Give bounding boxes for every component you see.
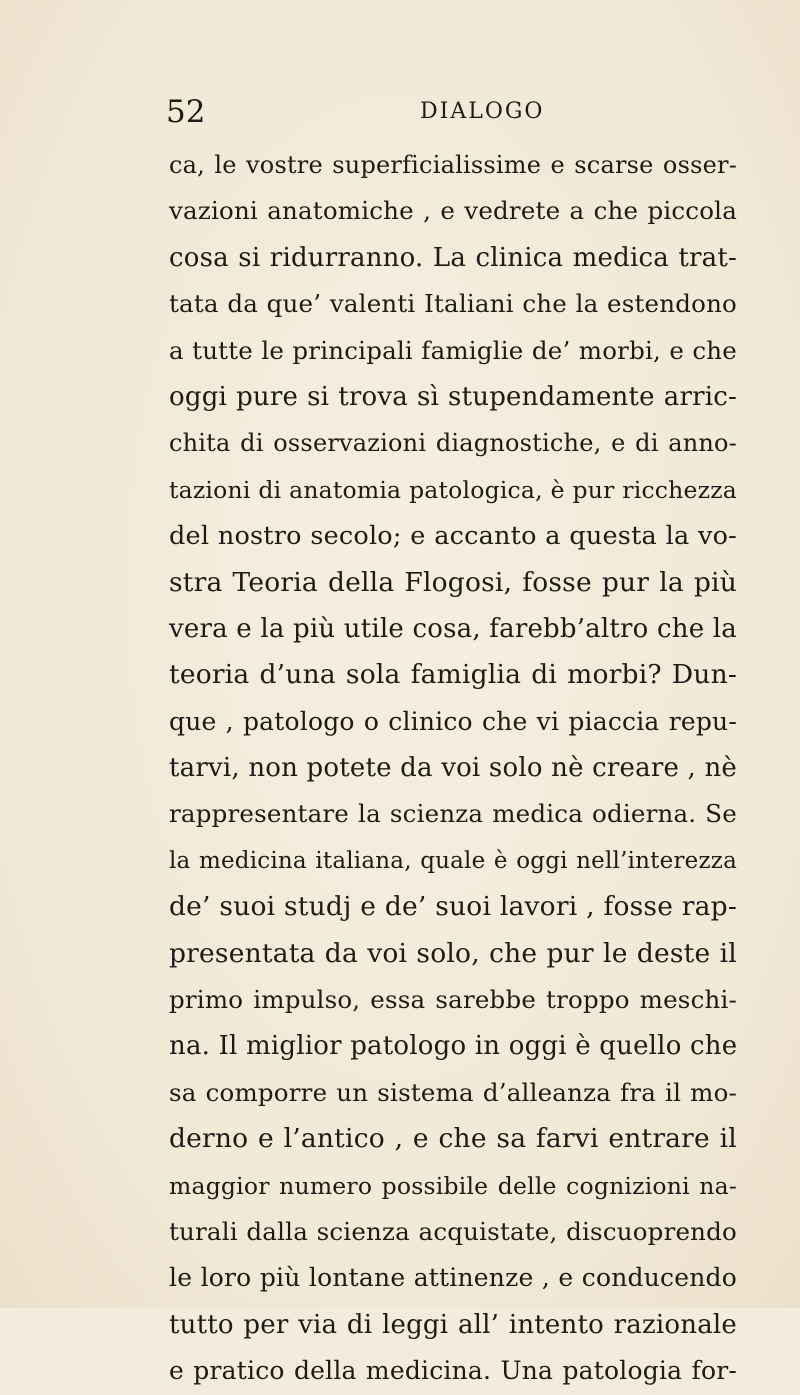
text-line: tata da que’ valenti Italiani che la estendono [169, 289, 737, 319]
text-line: oggi pure si trova sì stupendamente arric- [169, 381, 737, 412]
text-line: sa comporre un sistema d’alleanza fra il mo- [169, 1077, 737, 1107]
text-line: teoria d’una sola famiglia di morbi? Dun- [169, 659, 737, 691]
text-line: maggior numero possibile delle cognizioni na- [169, 1171, 737, 1200]
text-line: le loro più lontane attinenze , e conducendo [169, 1263, 737, 1293]
text-line: na. Il miglior patologo in oggi è quello che [169, 1031, 738, 1062]
text-line: stra Teoria della Flogosi, fosse pur la più [169, 566, 737, 598]
text-line: tarvi, non potete da voi solo nè creare , nè [169, 753, 737, 784]
text-line: tazioni di anatomia patologica, è pur ricchezza [169, 475, 737, 504]
text-line: del nostro secolo; e accanto a questa la vo- [169, 521, 737, 552]
text-line: vazioni anatomiche , e vedrete a che piccola [169, 196, 737, 226]
body-text [169, 142, 737, 1395]
text-line: cosa si ridurranno. La clinica medica trat- [169, 242, 737, 273]
text-line: a tutte le principali famiglie de’ morbi, e che [169, 335, 737, 365]
text-line: la medicina italiana, quale è oggi nell’interezza [169, 847, 737, 874]
text-line: que , patologo o clinico che vi piaccia repu- [169, 706, 737, 736]
running-title: DIALOGO [420, 99, 545, 124]
text-line: presentata da voi solo, che pur le deste il [169, 937, 737, 969]
text-line: de’ suoi studj e de’ suoi lavori , fosse rap- [169, 891, 737, 923]
text-line: tutto per via di leggi all’ intento razionale [169, 1309, 737, 1340]
running-head [0, 92, 800, 132]
page-number: 52 [166, 94, 206, 130]
text-line: rappresentare la scienza medica odierna. Se [169, 799, 737, 829]
text-line: ca, le vostre superficialissime e scarse osser- [169, 151, 737, 179]
text-line: primo impulso, essa sarebbe troppo meschi- [169, 985, 737, 1015]
text-line: e pratico della medicina. Una patologia for- [169, 1356, 737, 1386]
text-line: vera e la più utile cosa, farebb’altro che la [169, 613, 737, 644]
text-line: turali dalla scienza acquistate, discuoprendo [169, 1216, 737, 1246]
text-line: chita di osservazioni diagnostiche, e di anno- [169, 429, 737, 458]
text-line: derno e l’antico , e che sa farvi entrare il [169, 1123, 737, 1155]
